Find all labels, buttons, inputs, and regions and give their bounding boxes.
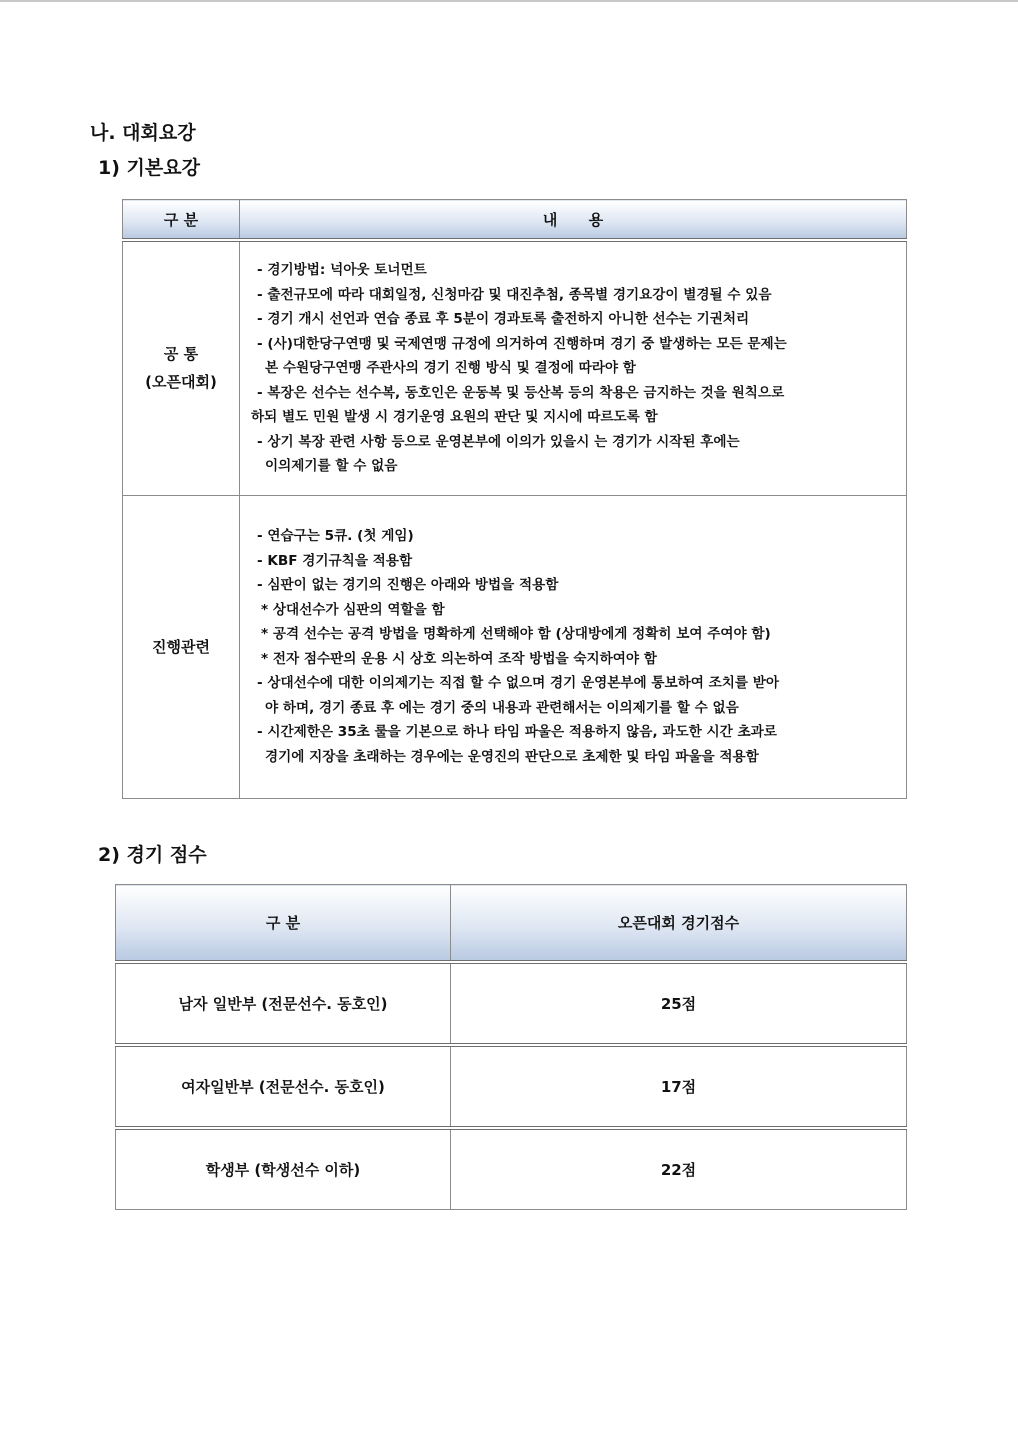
basic-rules-table bbox=[122, 199, 907, 799]
content-line: 경기에 지장을 초래하는 경우에는 운영진의 판단으로 초제한 및 타임 파울을 적용함 bbox=[265, 748, 759, 765]
header-category: 구 분 bbox=[123, 200, 240, 241]
division-cell: 학생부 (학생선수 이하) bbox=[116, 1128, 451, 1210]
table-row bbox=[116, 962, 907, 1045]
content-line: - 상기 복장 관련 사항 등으로 운영본부에 이의가 있을시 는 경기가 시작된 후에는 bbox=[257, 433, 740, 450]
content-line: - (사)대한당구연맹 및 국제연맹 규정에 의거하여 진행하며 경기 중 발생하는 모든 문제는 bbox=[257, 335, 787, 352]
category-line: 진행관련 bbox=[152, 637, 210, 656]
category-line: (오픈대회) bbox=[145, 373, 217, 392]
content-line: - 출전규모에 따라 대회일정, 신청마감 및 대진추첨, 종목별 경기요강이 별경될 수 있음 bbox=[257, 286, 772, 303]
content-line: * 전자 점수판의 운용 시 상호 의논하여 조작 방법을 숙지하여야 함 bbox=[261, 650, 657, 667]
content-line: 하되 별도 민원 발생 시 경기운영 요원의 판단 및 지시에 따르도록 함 bbox=[251, 409, 658, 425]
top-border-line bbox=[0, 0, 1018, 2]
header-division: 구 분 bbox=[116, 885, 451, 963]
subsection-title-basic: 1) 기본요강 bbox=[98, 157, 200, 179]
row-category-common bbox=[123, 240, 240, 495]
content-line: 이의제기를 할 수 없음 bbox=[265, 458, 398, 474]
content-line: - 상대선수에 대한 이의제기는 직접 할 수 없으며 경기 운영본부에 통보하여 조치를 받아 bbox=[257, 675, 780, 691]
content-line: - 경기 개시 선언과 연습 종료 후 5분이 경과토록 출전하지 아니한 선수는 기권처리 bbox=[257, 311, 750, 327]
score-table bbox=[115, 884, 907, 1210]
content-line: 본 수원당구연맹 주관사의 경기 진행 방식 및 결정에 따라야 함 bbox=[265, 360, 636, 376]
table-header-row bbox=[116, 885, 907, 963]
content-line: 야 하며, 경기 종료 후 에는 경기 중의 내용과 관련해서는 이의제기를 할 수 없음 bbox=[265, 699, 739, 716]
table-row bbox=[116, 1128, 907, 1210]
content-line: - 시간제한은 35초 룰을 기본으로 하나 타임 파울은 적용하지 않음, 과도한 시간 초과로 bbox=[257, 724, 777, 740]
division-cell: 여자일반부 (전문선수. 동호인) bbox=[116, 1045, 451, 1128]
table-header-row bbox=[123, 200, 907, 241]
section-title: 나. 대회요강 bbox=[90, 122, 196, 144]
content-line: - KBF 경기규칙을 적용함 bbox=[257, 552, 413, 569]
row-content-progress bbox=[240, 495, 907, 798]
row-category-progress bbox=[123, 495, 240, 798]
subsection-title-score: 2) 경기 점수 bbox=[98, 844, 207, 866]
row-content-common bbox=[240, 240, 907, 495]
score-cell: 25점 bbox=[451, 962, 907, 1045]
score-cell: 22점 bbox=[451, 1128, 907, 1210]
content-line: - 연습구는 5큐. (첫 게임) bbox=[257, 528, 414, 544]
division-cell: 남자 일반부 (전문선수. 동호인) bbox=[116, 962, 451, 1045]
content-line: - 경기방법: 넉아웃 토너먼트 bbox=[257, 262, 427, 278]
content-line: - 복장은 선수는 선수복, 동호인은 운동복 및 등산복 등의 착용은 금지하는 것을 원칙으로 bbox=[257, 384, 785, 401]
content-line: * 상대선수가 심판의 역할을 함 bbox=[261, 601, 445, 618]
header-content: 내 용 bbox=[240, 200, 907, 241]
header-score: 오픈대회 경기점수 bbox=[451, 885, 907, 963]
content-line: - 심판이 없는 경기의 진행은 아래와 방법을 적용함 bbox=[257, 577, 559, 593]
table-row bbox=[123, 240, 907, 495]
category-line: 공 통 bbox=[163, 345, 199, 364]
table-row bbox=[123, 495, 907, 798]
score-cell: 17점 bbox=[451, 1045, 907, 1128]
table-row bbox=[116, 1045, 907, 1128]
content-line: * 공격 선수는 공격 방법을 명확하게 선택해야 함 (상대방에게 정확히 보여 주여야 함) bbox=[261, 626, 771, 642]
